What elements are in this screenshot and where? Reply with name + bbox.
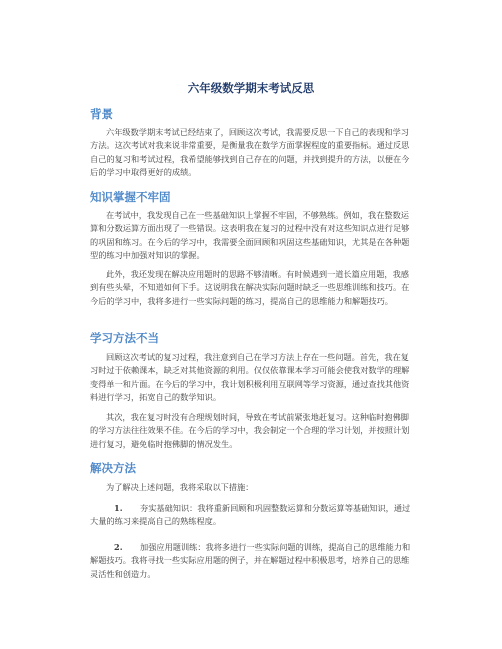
list-number: 2. (114, 542, 123, 552)
solution-list-item-2 (90, 541, 412, 581)
knowledge-paragraph-2: 此外，我还发现在解决应用题时的思路不够清晰。有时候遇到一道长篇应用题，我感到有些头晕，不知道如何下手。这说明我在解决实际问题时缺乏一些思维训练和技巧。在今后的学习中，我将多进行一些实际问题的练习，提高自己的思维能力和解题技巧。 (90, 269, 410, 306)
list-item-text: 加强应用题训练：我将多进行一些实际问题的训练，提高自己的思维能力和解题技巧。我将寻找一些实际应用题的例子，并在解题过程中积极思考，培养自己的思维灵活性和创造力。 (90, 542, 411, 579)
section-heading-background: 背景 (90, 107, 113, 121)
knowledge-paragraph-1: 在考试中，我发现自己在一些基础知识上掌握不牢固，不够熟练。例如，我在整数运算和分数运算方面出现了一些错误。这表明我在复习的过程中没有对这些知识点进行足够的巩固和练习。在今后的学习中，我需要全面回顾和巩固这些基础知识，尤其是在各种题型的练习中加强对知识的掌握。 (90, 210, 410, 261)
section-heading-method: 学习方法不当 (90, 331, 159, 345)
method-paragraph-1: 回顾这次考试的复习过程，我注意到自己在学习方法上存在一些问题。首先，我在复习时过于依赖课本，缺乏对其他资源的利用。仅仅依靠课本学习可能会使我对数学的理解变得单一和片面。在今后的学习中，我计划积极利用互联网等学习资源，通过查找其他资料进行学习，拓宽自己的数学知识。 (90, 352, 410, 403)
method-paragraph-2: 其次，我在复习时没有合理规划时间，导致在考试前紧张地赶复习。这种临时抱佛脚的学习方法往往效果不佳。在今后的学习中，我会制定一个合理的学习计划，并按照计划进行复习，避免临时抱佛脚的情况发生。 (90, 412, 410, 449)
list-number: 1. (114, 503, 123, 513)
section-heading-knowledge: 知识掌握不牢固 (90, 190, 171, 204)
background-paragraph: 六年级数学期末考试已经结束了，回顾这次考试，我需要反思一下自己的表现和学习方法。这次考试对我来说非常重要，是衡量我在数学方面掌握程度的重要指标。通过反思自己的复习和考试过程，我希望能够找到自己存在的问题，并找到提升的方法，以便在今后的学习中取得更好的成绩。 (90, 127, 410, 178)
solution-intro: 为了解决上述问题，我将采取以下措施： (106, 482, 254, 492)
list-item-text: 夯实基础知识：我将重新回顾和巩固整数运算和分数运算等基础知识，通过大量的练习来提高自己的熟练程度。 (90, 503, 411, 527)
section-heading-solution: 解决方法 (90, 461, 136, 475)
solution-list-item-1 (90, 502, 412, 529)
document-title: 六年级数学期末考试反思 (187, 81, 315, 95)
